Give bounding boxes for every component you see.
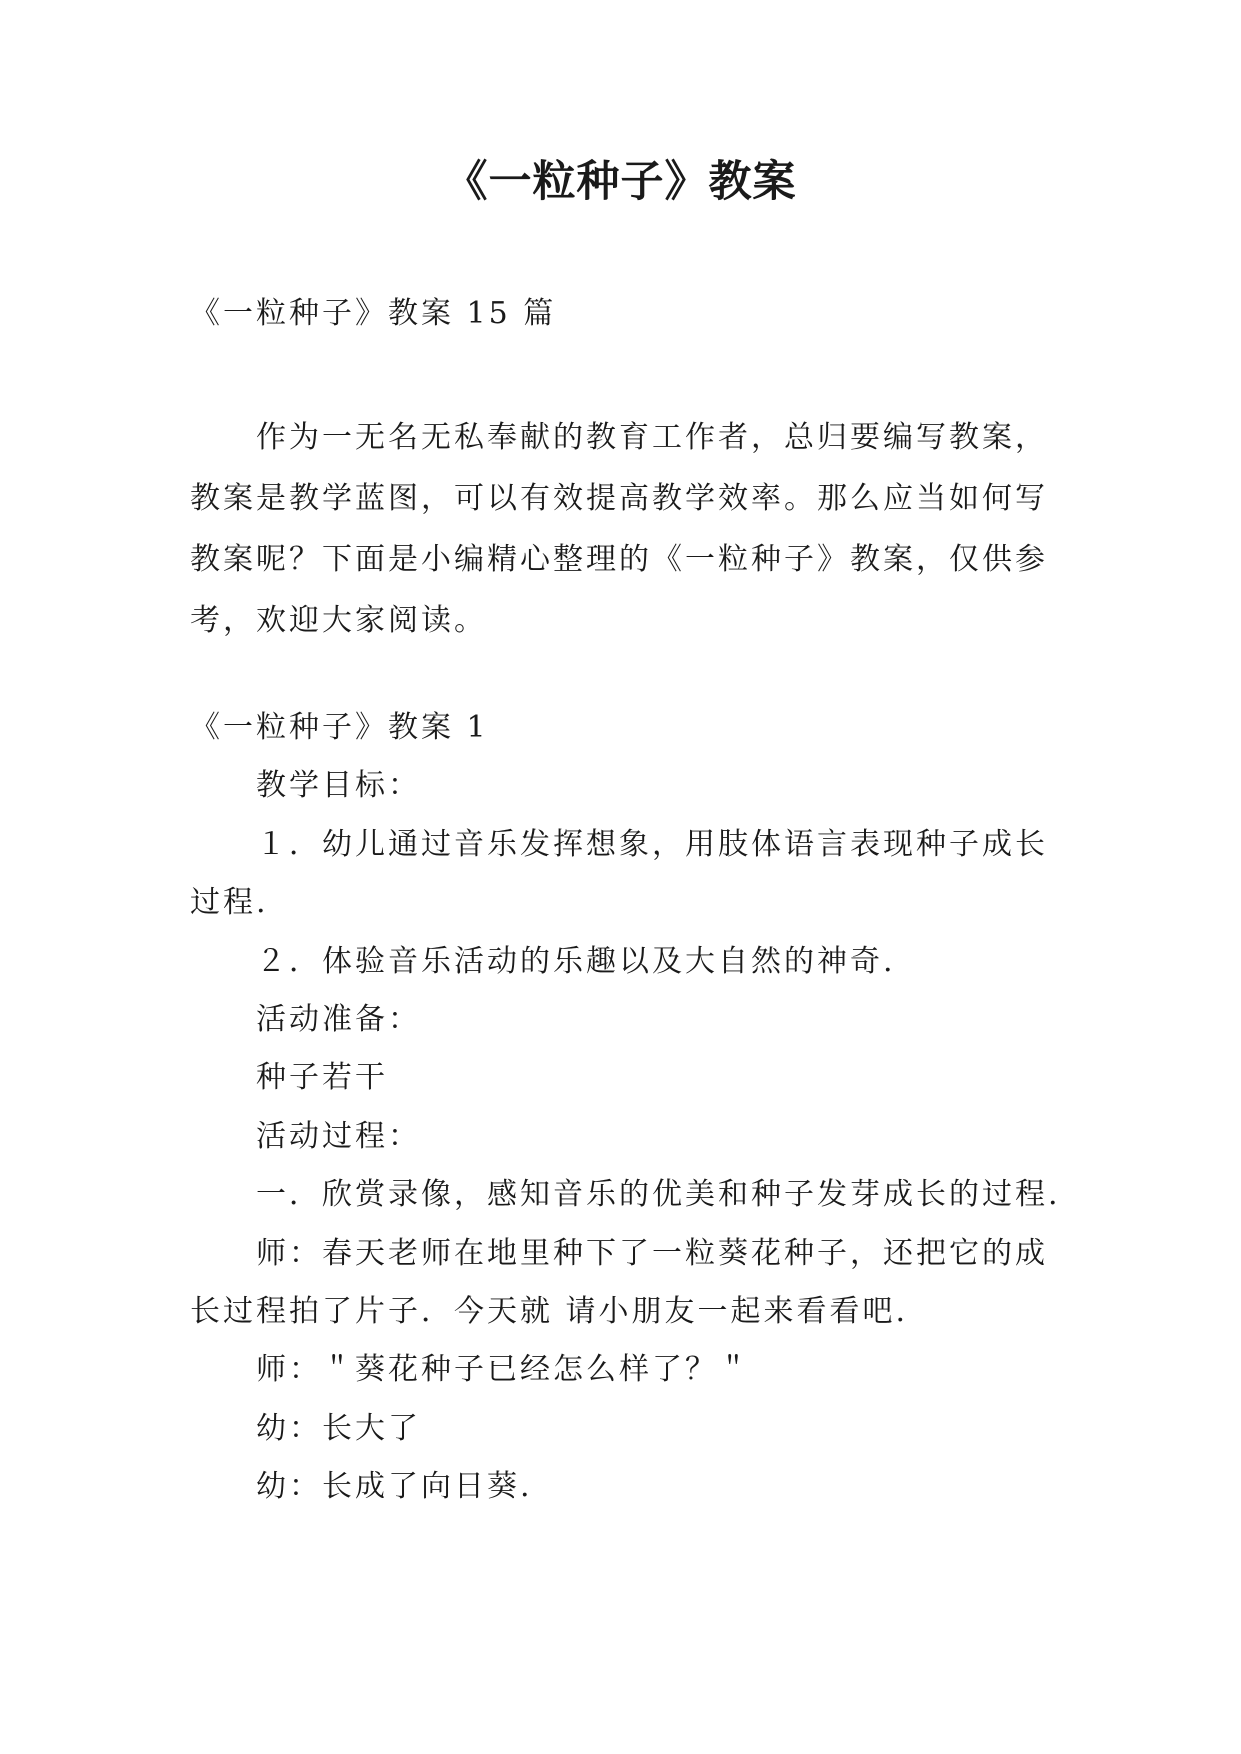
section-heading: 《一粒种子》教案 1 <box>190 710 489 745</box>
intro-paragraph: 作为一无名无私奉献的教育工作者，总归要编写教案，教案是教学蓝图，可以有效提高教学效率。那么应当如何写教案呢？下面是小编精心整理的《一粒种子》教案，仅供参考，欢迎大家阅读。 <box>190 420 1048 638</box>
process-step-1: 一．欣赏录像，感知音乐的优美和种子发芽成长的过程. <box>256 1177 1061 1213</box>
document-title: 《一粒种子》教案 <box>444 157 797 207</box>
dialogue-child-2: 幼：长成了向日葵. <box>256 1469 533 1505</box>
dialogue-child-1: 幼：长大了 <box>256 1410 421 1446</box>
goal-item-1: １．幼儿通过音乐发挥想象，用肢体语言表现种子成长过程. <box>190 826 1048 921</box>
process-label: 活动过程： <box>256 1118 421 1154</box>
document-subtitle: 《一粒种子》教案 15 篇 <box>190 296 557 331</box>
dialogue-teacher-2: 师：＂葵花种子已经怎么样了？＂ <box>256 1352 751 1388</box>
goal-item-2: ２．体验音乐活动的乐趣以及大自然的神奇. <box>256 943 896 979</box>
preparation-label: 活动准备： <box>256 1002 421 1038</box>
dialogue-teacher-1: 师：春天老师在地里种下了一粒葵花种子，还把它的成长过程拍了片子．今天就 请小朋友一起来看看吧. <box>190 1235 1048 1330</box>
lesson-plan-1-section <box>190 699 1080 1517</box>
preparation-item: 种子若干 <box>256 1060 388 1096</box>
teaching-goals-label: 教学目标： <box>256 768 421 804</box>
